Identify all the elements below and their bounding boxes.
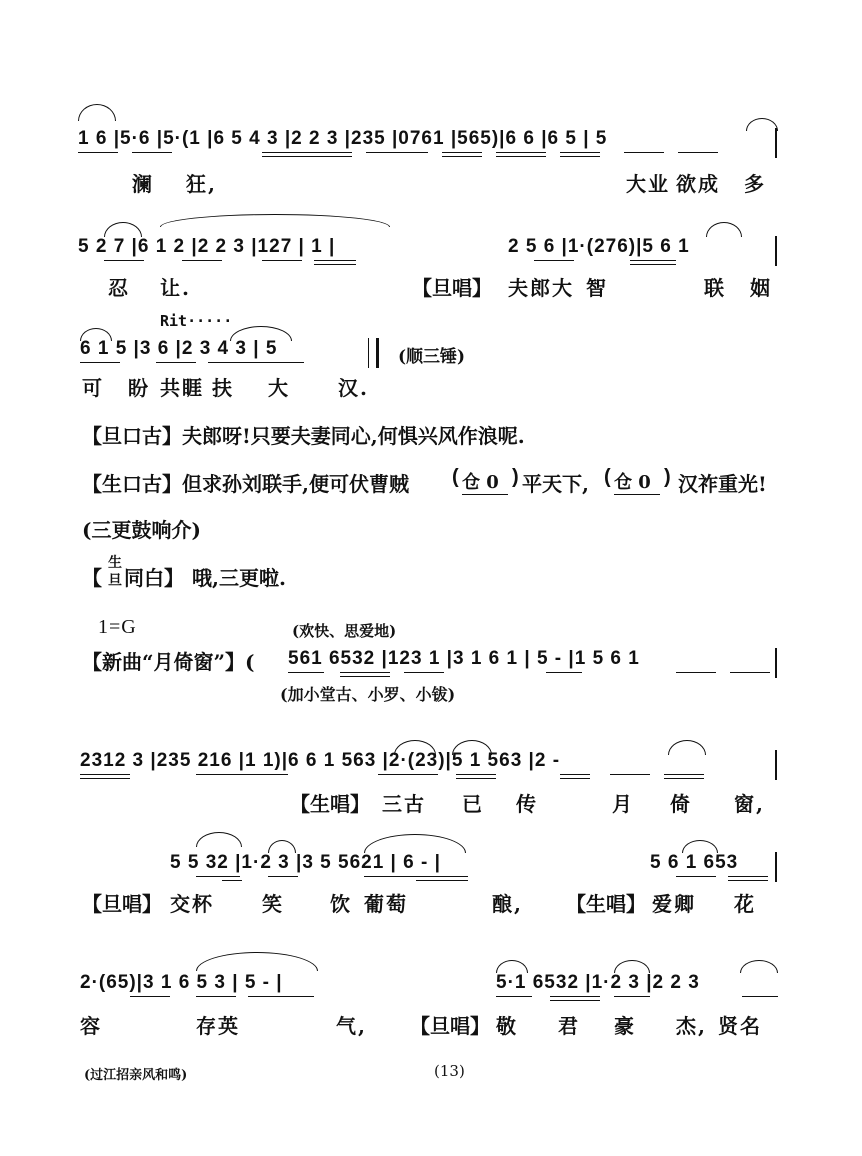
lyric: 交杯 [170,892,214,916]
system-2 [0,212,862,302]
lyric: 让. [160,276,191,300]
end-barline [775,128,777,158]
beat-underline [364,876,468,877]
lyric: 酿, [492,892,523,916]
beat-underline [610,774,650,775]
beat-underline [456,778,496,779]
lyric: 倚 [670,792,692,816]
beat-underline [340,676,390,677]
expression-mark: (欢快、思爱地) [292,622,397,640]
slur [706,222,742,237]
gong-mark: ( [452,466,460,488]
lyric: 敬 [496,1014,518,1038]
beat-underline [130,996,170,997]
beat-underline [78,152,118,153]
notation-line: 561 6532 |123 1 |3 1 6 1 | 5 - |1 5 6 1 [288,648,640,669]
lyric: 贤名 [718,1014,762,1038]
beat-underline [314,264,356,265]
lyric: 花 [734,892,756,916]
notation-line: 5 2 7 |6 1 2 |2 2 3 |127 | 1 | [78,236,336,257]
lyric: 葡萄 [364,892,408,916]
beat-underline [156,362,196,363]
beat-underline [442,152,482,153]
role-tag: 【生唱】 [290,792,370,816]
beat-underline [630,260,676,261]
beat-underline [222,880,242,881]
beat-underline [416,880,468,881]
beat-underline [378,774,438,775]
bracket: 【 [82,566,102,590]
beat-underline [80,362,120,363]
notation-line: 2312 3 |235 216 |1 1)|6 6 1 563 |2·(23)|5 1 563 |2 - [80,750,561,771]
lyric: 豪 [614,1014,636,1038]
spoken-line: 汉祚重光! [678,472,767,496]
lyric: 忍 [108,276,130,300]
lyric: 容 [80,1014,102,1038]
beat-underline [442,156,482,157]
beat-underline [664,774,704,775]
slur [740,960,778,973]
lyric: 窗, [734,792,765,816]
gong-label: 仓 0 [614,472,651,493]
slur [746,118,778,131]
lyric: 汉. [338,376,369,400]
gong-underline [462,494,508,495]
role-tag: 同白】 [124,566,184,590]
notation-line: 2 5 6 |1·(276)|5 6 1 [508,236,690,257]
dialogue-block [0,416,862,596]
beat-underline [196,876,240,877]
spoken-line: 【生口古】但求孙刘联手,便可伏曹贼 [82,472,409,496]
role-tag: 【旦唱】 [412,276,492,300]
lyric: 姻 [750,276,772,300]
gong-underline [614,494,660,495]
beat-underline [560,156,600,157]
beat-underline [80,778,130,779]
lyric: 澜 [132,172,154,196]
percussion-note: (加小堂古、小罗、小钹) [280,685,456,704]
notation-line: 5 5 32 |1·2 3 |3 5 5621 | 6 - | [170,852,441,873]
beat-underline [742,996,778,997]
beat-underline [630,264,676,265]
lyric: 传 [516,792,538,816]
gong-mark: ) [664,466,672,488]
lyric: 大 [268,376,290,400]
lyric: 君 [558,1014,580,1038]
lyric: 多 [744,172,766,196]
gong-mark: ( [604,466,612,488]
beat-underline [676,672,716,673]
lyric: 已 [462,792,484,816]
notation-line: 5·1 6532 |1·2 3 |2 2 3 [496,972,700,993]
slur [104,222,142,237]
page-number: (13) [434,1062,465,1080]
percussion-note: (顺三锤) [398,347,466,367]
role-tag: 【生唱】 [566,892,646,916]
notation-line: 2·(65)|3 1 6 5 3 | 5 - | [80,972,283,993]
lyric: 欲成 [676,172,720,196]
lyric: 夫郎大 [508,276,574,300]
role-tag: 【旦唱】 [82,892,162,916]
beat-underline [664,778,704,779]
notation-line: 1 6 |5·6 |5·(1 |6 5 4 3 |2 2 3 |235 |0761 |565)|6 6 |6 5 | 5 [78,128,608,149]
beat-underline [550,1000,600,1001]
slur [196,952,318,971]
beat-underline [196,774,288,775]
beat-underline [550,996,600,997]
key-signature: 1=G [98,616,137,638]
beat-underline [728,876,768,877]
beat-underline [560,778,590,779]
beat-underline [624,152,664,153]
lyric: 杰, [676,1014,707,1038]
end-barline [775,852,777,882]
spoken-line: 哦,三更啦. [192,566,286,590]
system-6 [0,830,862,922]
lyric: 气, [336,1014,367,1038]
lyric: 可 [82,376,104,400]
lyric: 三古 [382,792,426,816]
end-barline [775,236,777,266]
beat-underline [196,996,236,997]
notation-line: 5 6 1 653 [650,852,739,873]
system-4 [0,610,862,710]
role-tag: 【旦唱】 [410,1014,490,1038]
beat-underline [248,996,314,997]
lyric: 大业 [626,172,670,196]
role-top: 生 [108,555,122,571]
slur [196,832,242,847]
beat-underline [496,152,546,153]
beat-underline [132,152,172,153]
spoken-line: 【旦口古】夫郎呀!只要夫妻同心,何惧兴风作浪呢. [82,424,525,448]
slur [78,104,116,121]
beat-underline [208,362,304,363]
tempo-mark: Rit····· [160,312,233,330]
beat-underline [104,260,144,261]
beat-underline [80,774,130,775]
beat-underline [262,156,352,157]
system-5 [0,730,862,826]
lyric: 饮 [330,892,352,916]
lyric: 存英 [196,1014,240,1038]
spoken-line: 平天下, [522,472,589,496]
lyric: 笑 [262,892,284,916]
slur [668,740,706,755]
beat-underline [614,996,650,997]
slur [364,834,466,853]
beat-underline [560,774,590,775]
beat-underline [262,152,352,153]
slur [160,214,390,227]
lyric: 爱卿 [652,892,696,916]
beat-underline [496,156,546,157]
beat-underline [546,672,582,673]
beat-underline [730,672,770,673]
beat-underline [340,672,390,673]
lyric: 联 [704,276,726,300]
beat-underline [366,152,428,153]
notation-line: 6 1 5 |3 6 |2 3 4 3 | 5 [80,338,278,359]
gong-label: 仓 0 [462,472,499,493]
beat-underline [456,774,496,775]
beat-underline [728,880,768,881]
page-footer [0,1060,862,1090]
system-7 [0,940,862,1040]
footer-title: (过江招亲风和鸣) [84,1068,188,1083]
beat-underline [678,152,718,153]
beat-underline [560,152,600,153]
end-barline [775,750,777,780]
beat-underline [314,260,356,261]
role-bottom: 旦 [108,573,122,589]
beat-underline [182,260,222,261]
lyric: 月 [612,792,634,816]
stage-direction: (三更鼓响介) [82,518,201,542]
gong-mark: ) [512,466,520,488]
lyric: 扶 [212,376,234,400]
system-3 [0,308,862,400]
beat-underline [404,672,444,673]
beat-underline [268,876,298,877]
beat-underline [262,260,302,261]
beat-underline [288,672,324,673]
final-barline [368,338,379,368]
beat-underline [676,876,716,877]
lyric: 共睚 [160,376,204,400]
beat-underline [534,260,574,261]
lyric: 盼 [128,376,150,400]
lyric: 智 [586,276,608,300]
beat-underline [496,996,532,997]
end-barline [775,648,777,678]
tune-title: 【新曲“月倚窗”】( [82,650,255,674]
system-1 [0,100,862,200]
lyric: 狂, [186,172,217,196]
